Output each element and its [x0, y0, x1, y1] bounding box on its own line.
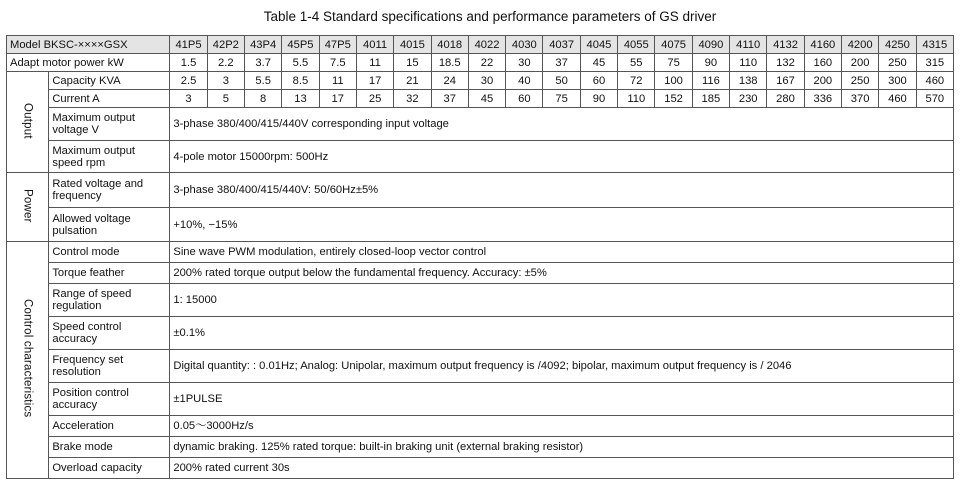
- table-row: [7, 54, 954, 72]
- current-value: 8: [244, 90, 281, 108]
- capacity-value: 30: [468, 72, 505, 90]
- control-row-label-line-1: Overload capacity: [52, 462, 142, 474]
- motor-power-value: 132: [767, 54, 804, 72]
- control-row-label: [49, 416, 170, 437]
- current-value: 110: [618, 90, 655, 108]
- capacity-value: 167: [767, 72, 804, 90]
- capacity-value: 116: [692, 72, 729, 90]
- model-code-cell: 4055: [618, 36, 655, 54]
- control-row-label: [49, 350, 170, 383]
- model-code-cell: 4250: [879, 36, 916, 54]
- table-row: [7, 90, 954, 108]
- rated-voltage-label-line-2: frequency: [52, 190, 102, 202]
- control-row-label-line-2: accuracy: [52, 333, 98, 345]
- control-row-label-line-2: regulation: [52, 300, 102, 312]
- current-value: 37: [431, 90, 468, 108]
- motor-power-label: Adapt motor power kW: [7, 54, 170, 72]
- group-output-label: Output: [21, 102, 34, 139]
- model-code-cell: 4037: [543, 36, 580, 54]
- model-code-cell: 42P2: [207, 36, 244, 54]
- control-row-label: [49, 437, 170, 458]
- model-code-cell: 4160: [804, 36, 841, 54]
- table-row: [7, 350, 954, 383]
- capacity-value: 200: [804, 72, 841, 90]
- max-speed-value: 4-pole motor 15000rpm: 500Hz: [170, 141, 954, 173]
- model-code-cell: 4200: [841, 36, 878, 54]
- capacity-label: Capacity KVA: [49, 72, 170, 90]
- group-power-label: Power: [21, 188, 34, 223]
- control-row-value: ±0.1%: [170, 317, 954, 350]
- capacity-value: 460: [916, 72, 953, 90]
- current-value: 17: [319, 90, 356, 108]
- max-speed-label-line-1: Maximum output: [52, 144, 136, 157]
- max-voltage-value: 3-phase 380/400/415/440V corresponding input voltage: [170, 108, 954, 141]
- table-row: [7, 36, 954, 54]
- max-speed-label: [49, 141, 170, 173]
- rated-voltage-label: [49, 173, 170, 208]
- group-output: [7, 72, 49, 173]
- table-row: [7, 383, 954, 416]
- control-row-label-line-2: resolution: [52, 366, 101, 378]
- allowed-voltage-value: +10%, −15%: [170, 208, 954, 242]
- allowed-voltage-label-line-1: Allowed voltage: [52, 212, 131, 225]
- control-row-value: 200% rated current 30s: [170, 458, 954, 479]
- capacity-value: 40: [506, 72, 543, 90]
- current-value: 3: [170, 90, 207, 108]
- control-row-label-line-1: Control mode: [52, 246, 120, 258]
- current-value: 13: [282, 90, 319, 108]
- capacity-value: 5.5: [244, 72, 281, 90]
- motor-power-value: 11: [356, 54, 393, 72]
- model-code-cell: 4132: [767, 36, 804, 54]
- current-value: 45: [468, 90, 505, 108]
- capacity-value: 21: [394, 72, 431, 90]
- table-row: [7, 242, 954, 263]
- allowed-voltage-label-line-2: pulsation: [52, 224, 98, 237]
- control-row-label: [49, 242, 170, 263]
- motor-power-value: 90: [692, 54, 729, 72]
- table-row: [7, 173, 954, 208]
- motor-power-value: 315: [916, 54, 953, 72]
- current-value: 25: [356, 90, 393, 108]
- control-row-label: [49, 263, 170, 284]
- capacity-value: 3: [207, 72, 244, 90]
- control-row-label: [49, 284, 170, 317]
- model-code-cell: 4045: [580, 36, 617, 54]
- model-code-cell: 41P5: [170, 36, 207, 54]
- control-row-value: ±1PULSE: [170, 383, 954, 416]
- motor-power-value: 37: [543, 54, 580, 72]
- model-code-cell: 4090: [692, 36, 729, 54]
- current-value: 336: [804, 90, 841, 108]
- capacity-value: 100: [655, 72, 692, 90]
- control-row-value: dynamic braking. 125% rated torque: built-in braking unit (external braking resistor): [170, 437, 954, 458]
- current-value: 185: [692, 90, 729, 108]
- model-header-cell: Model BKSC-××××GSX: [7, 36, 170, 54]
- capacity-value: 50: [543, 72, 580, 90]
- control-row-value: Sine wave PWM modulation, entirely closed-loop vector control: [170, 242, 954, 263]
- model-code-cell: 47P5: [319, 36, 356, 54]
- max-voltage-label-line-2: voltage V: [52, 124, 99, 136]
- control-row-value: Digital quantity: : 0.01Hz; Analog: Unipolar, maximum output frequency is /4092; bipolar, maximum output frequency is / 2046: [170, 350, 954, 383]
- capacity-value: 17: [356, 72, 393, 90]
- motor-power-value: 55: [618, 54, 655, 72]
- rated-voltage-value: 3-phase 380/400/415/440V: 50/60Hz±5%: [170, 173, 954, 208]
- model-code-cell: 45P5: [282, 36, 319, 54]
- control-row-value: 0.05～3000Hz/s: [170, 416, 954, 437]
- motor-power-value: 1.5: [170, 54, 207, 72]
- current-value: 370: [841, 90, 878, 108]
- capacity-value: 60: [580, 72, 617, 90]
- capacity-value: 2.5: [170, 72, 207, 90]
- max-voltage-label-line-1: Maximum output: [52, 112, 136, 124]
- group-control: [7, 242, 49, 479]
- group-power: [7, 173, 49, 242]
- capacity-value: 72: [618, 72, 655, 90]
- max-voltage-label: [49, 108, 170, 141]
- capacity-value: 250: [841, 72, 878, 90]
- table-row: [7, 284, 954, 317]
- motor-power-value: 7.5: [319, 54, 356, 72]
- control-row-label-line-1: Range of speed: [52, 288, 132, 300]
- motor-power-value: 30: [506, 54, 543, 72]
- table-row: [7, 458, 954, 479]
- control-row-label-line-1: Acceleration: [52, 420, 114, 432]
- current-value: 570: [916, 90, 953, 108]
- control-row-value: 200% rated torque output below the fundamental frequency. Accuracy: ±5%: [170, 263, 954, 284]
- motor-power-value: 15: [394, 54, 431, 72]
- current-value: 60: [506, 90, 543, 108]
- motor-power-value: 250: [879, 54, 916, 72]
- model-code-cell: 43P4: [244, 36, 281, 54]
- table-caption: Table 1-4 Standard specifications and performance parameters of GS driver: [263, 9, 717, 24]
- table-row: [7, 208, 954, 242]
- capacity-value: 300: [879, 72, 916, 90]
- current-value: 280: [767, 90, 804, 108]
- model-code-cell: 4022: [468, 36, 505, 54]
- current-value: 230: [730, 90, 767, 108]
- current-value: 460: [879, 90, 916, 108]
- control-row-label: [49, 317, 170, 350]
- capacity-value: 8.5: [282, 72, 319, 90]
- table-row: [7, 416, 954, 437]
- capacity-value: 138: [730, 72, 767, 90]
- control-row-label: [49, 458, 170, 479]
- motor-power-value: 3.7: [244, 54, 281, 72]
- table-row: [7, 72, 954, 90]
- current-label: Current A: [49, 90, 170, 108]
- motor-power-value: 110: [730, 54, 767, 72]
- control-row-label-line-1: Position control: [52, 387, 129, 399]
- control-row-value: 1: 15000: [170, 284, 954, 317]
- current-value: 152: [655, 90, 692, 108]
- motor-power-value: 200: [841, 54, 878, 72]
- current-value: 5: [207, 90, 244, 108]
- capacity-value: 24: [431, 72, 468, 90]
- motor-power-value: 18.5: [431, 54, 468, 72]
- model-code-cell: 4315: [916, 36, 953, 54]
- motor-power-value: 5.5: [282, 54, 319, 72]
- model-code-cell: 4110: [730, 36, 767, 54]
- control-row-label: [49, 383, 170, 416]
- table-row: [7, 317, 954, 350]
- control-row-label-line-2: accuracy: [52, 399, 98, 411]
- motor-power-value: 75: [655, 54, 692, 72]
- model-code-cell: 4011: [356, 36, 393, 54]
- table-row: [7, 108, 954, 141]
- motor-power-value: 160: [804, 54, 841, 72]
- table-row: [7, 141, 954, 173]
- model-code-cell: 4030: [506, 36, 543, 54]
- control-row-label-line-1: Torque feather: [52, 267, 125, 279]
- allowed-voltage-label: [49, 208, 170, 242]
- motor-power-value: 22: [468, 54, 505, 72]
- current-value: 32: [394, 90, 431, 108]
- model-code-cell: 4018: [431, 36, 468, 54]
- model-code-cell: 4015: [394, 36, 431, 54]
- current-value: 90: [580, 90, 617, 108]
- capacity-value: 11: [319, 72, 356, 90]
- motor-power-value: 45: [580, 54, 617, 72]
- group-control-label: Control characteristics: [21, 299, 34, 418]
- rated-voltage-label-line-1: Rated voltage and: [52, 178, 144, 190]
- max-speed-label-line-2: speed rpm: [52, 156, 106, 169]
- motor-power-value: 2.2: [207, 54, 244, 72]
- control-row-label-line-1: Frequency set: [52, 354, 124, 366]
- control-row-label-line-1: Brake mode: [52, 441, 113, 453]
- table-row: [7, 437, 954, 458]
- table-row: [7, 263, 954, 284]
- current-value: 75: [543, 90, 580, 108]
- control-row-label-line-1: Speed control: [52, 321, 122, 333]
- model-code-cell: 4075: [655, 36, 692, 54]
- spec-table: [6, 35, 954, 479]
